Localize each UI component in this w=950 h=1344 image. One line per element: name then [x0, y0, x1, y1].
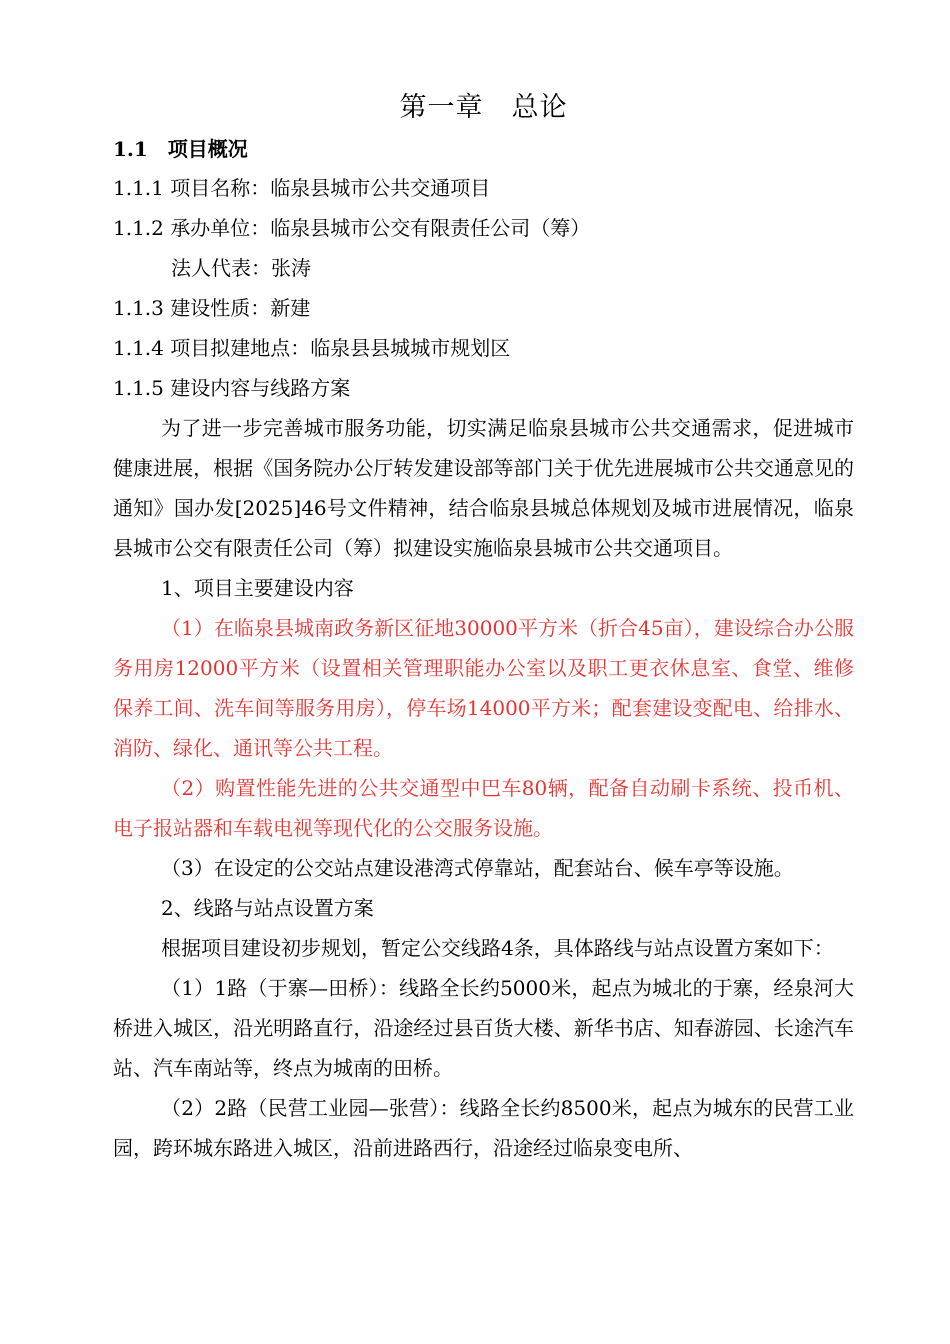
construction-nature-line: 1.1.3 建设性质：新建 — [113, 296, 311, 320]
construction-content-heading: 1.1.5 建设内容与线路方案 — [113, 376, 351, 400]
content-item-2: （2）购置性能先进的公共交通型中巴车80辆，配备自动刷卡系统、投币机、电子报站器和车载电视等现代化的公交服务设施。 — [113, 776, 854, 840]
route-heading: 2、线路与站点设置方案 — [161, 896, 374, 920]
intro-paragraph: 为了进一步完善城市服务功能，切实满足临泉县城市公共交通需求，促进城市健康进展，根据《国务院办公厅转发建设部等部门关于优先进展城市公共交通意见的通知》国办发[2025]46号文件精神，结合临泉县城总体规划及城市进展情况，临泉县城市公交有限责任公司（筹）拟建设实施临泉县城市公共交通项目。 — [113, 416, 854, 560]
project-location-line: 1.1.4 项目拟建地点：临泉县县城城市规划区 — [113, 336, 511, 360]
organizer-line: 1.1.2 承办单位：临泉县城市公交有限责任公司（筹） — [113, 216, 591, 240]
chapter-title: 第一章 总论 — [399, 92, 568, 123]
route-intro-paragraph: 根据项目建设初步规划，暂定公交线路4条，具体路线与站点设置方案如下： — [161, 936, 834, 960]
route-1-paragraph: （1）1路（于寨—田桥）：线路全长约5000米，起点为城北的于寨，经泉河大桥进入城区，沿光明路直行，沿途经过县百货大楼、新华书店、知春游园、长途汽车站、汽车南站等，终点为城南的田桥。 — [113, 976, 854, 1080]
legal-representative-line: 法人代表：张涛 — [171, 256, 311, 280]
content-item-3: （3）在设定的公交站点建设港湾式停靠站，配套站台、候车亭等设施。 — [161, 856, 794, 880]
section-title: 1.1 项目概况 — [113, 137, 248, 161]
content-item-1: （1）在临泉县城南政务新区征地30000平方米（折合45亩），建设综合办公服务用房12000平方米（设置相关管理职能办公室以及职工更衣休息室、食堂、维修保养工间、洗车间等服务用房），停车场14000平方米；配套建设变配电、给排水、消防、绿化、通讯等公共工程。 — [113, 616, 854, 760]
project-name-line: 1.1.1 项目名称：临泉县城市公共交通项目 — [113, 176, 491, 200]
route-2-paragraph: （2）2路（民营工业园—张营）：线路全长约8500米，起点为城东的民营工业园，跨环城东路进入城区，沿前进路西行，沿途经过临泉变电所、 — [113, 1096, 854, 1160]
main-content-heading: 1、项目主要建设内容 — [161, 576, 354, 600]
